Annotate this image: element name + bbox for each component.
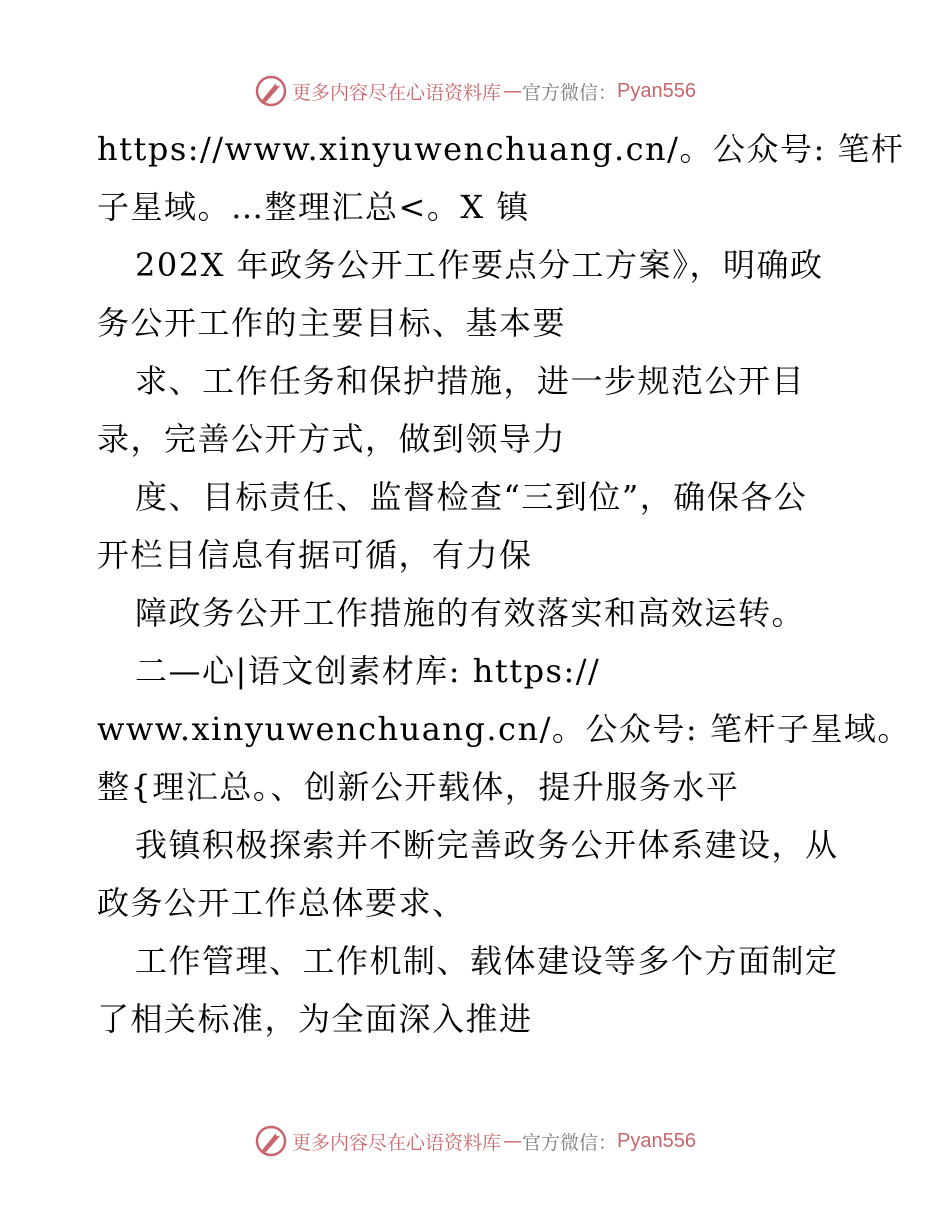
banner-official-label: 官方微信： <box>522 81 618 104</box>
document-body <box>97 120 911 1048</box>
header-watermark-banner <box>0 71 950 111</box>
banner-wechat-id: Pyan556 <box>617 1129 696 1152</box>
text-line: 政务公开工作总体要求、 <box>97 884 466 922</box>
banner-title: 更多内容尽在心语资料库 <box>292 1131 502 1154</box>
text-line: 子星域。…整理汇总<。X 镇 <box>97 188 530 226</box>
text-line: https://www.xinyuwenchuang.cn/。公众号: 笔杆 <box>97 130 905 168</box>
text-line: 我镇积极探索并不断完善政务公开体系建设，从 <box>135 826 839 864</box>
banner-title: 更多内容尽在心语资料库 <box>292 81 502 104</box>
quill-pen-logo-icon <box>254 74 288 108</box>
text-line: 二—心|语文创素材库: https:// <box>135 652 601 690</box>
text-line: 录，完善公开方式，做到领导力 <box>97 420 567 458</box>
text-line: 整{理汇总。、创新公开载体，提升服务水平 <box>97 768 740 806</box>
text-line: 度、目标责任、监督检查“三到位”，确保各公 <box>135 478 808 516</box>
text-line: 务公开工作的主要目标、基本要 <box>97 304 567 342</box>
banner-dash: — <box>503 1130 521 1152</box>
banner-official-label: 官方微信： <box>522 1131 618 1154</box>
text-line: 求、工作任务和保护措施，进一步规范公开目 <box>135 362 806 400</box>
text-line: 工作管理、工作机制、载体建设等多个方面制定 <box>135 942 839 980</box>
text-line: 了相关标准，为全面深入推进 <box>97 1000 533 1038</box>
text-line: 障政务公开工作措施的有效落实和高效运转。 <box>135 594 806 632</box>
text-line: 开栏目信息有据可循，有力保 <box>97 536 533 574</box>
text-line: www.xinyuwenchuang.cn/。公众号: 笔杆子星域。 <box>97 710 911 748</box>
banner-dash: — <box>503 80 521 102</box>
text-line: 202X 年政务公开工作要点分工方案》，明确政 <box>135 246 824 284</box>
quill-pen-logo-icon <box>254 1124 288 1158</box>
footer-watermark-banner <box>0 1121 950 1161</box>
banner-wechat-id: Pyan556 <box>617 79 696 102</box>
